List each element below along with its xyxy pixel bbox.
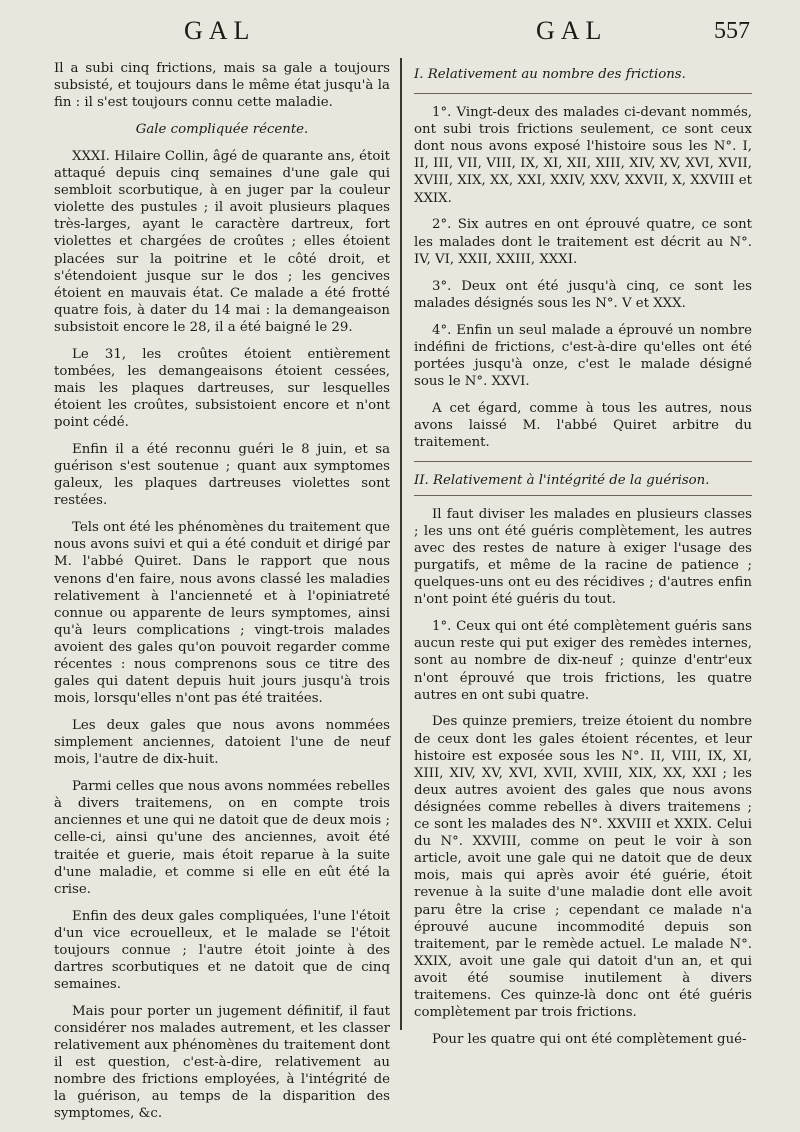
divider [414, 461, 752, 462]
divider [414, 93, 752, 94]
paragraph: 3°. Deux ont été jusqu'à cinq, ce sont les malades désignés sous les N°. V et XXX. [414, 278, 752, 311]
paragraph: A cet égard, comme à tous les autres, nous avons laissé M. l'abbé Quiret arbitre du traitement. [414, 400, 752, 450]
page-number: 557 [714, 18, 750, 44]
paragraph: Enfin il a été reconnu guéri le 8 juin, et sa guérison s'est soutenue ; quant aux symptomes galeux, les plaques dartreuses violettes sont restées. [54, 442, 390, 509]
paragraph: Il a subi cinq frictions, mais sa gale a toujours subsisté, et toujours dans le même état jusqu'à la fin : il s'est toujours connu cette maladie. [54, 61, 390, 111]
paragraph: XXXI. Hilaire Collin, âgé de quarante ans, étoit attaqué depuis cinq semaines d'une gale qui sembloit scorbutique, à en juger par la couleur violette des pustules ; il avoit plusieurs plaques très-larges, ayant le caractère dartreux, fort violettes et chargées de croûtes ; elles étoient placées sur la poitrine et le côté droit, et s'étendoient jusque sur le dos ; les gencives étoient en mauvais état. Ce malade a été frotté quatre fois, à dater du 14 mai : la demangeaison subsistoit encore le 28, il a été baigné le 29. [54, 148, 390, 335]
paragraph: Parmi celles que nous avons nommées rebelles à divers traitemens, on en compte trois anciennes et une qui ne datoit que de deux mois ; celle-ci, ainsi qu'une des anciennes, avoit été traitée et guerie, mais étoit reparue à la suite d'une maladie, et comme si elle en eût été la crise. [54, 779, 390, 897]
paragraph: Tels ont été les phénomènes du traitement que nous avons suivi et qui a été conduit et dirigé par M. l'abbé Quiret. Dans le rapport que nous venons d'en faire, nous avons classé les maladies relativement à l'ancienneté et à l'opiniatreté connue ou apparente de leurs symptomes, ainsi qu'à leurs complications ; vingt-trois malades avoient des gales qu'on pouvoit regarder comme récentes : nous comprenons sous ce titre des gales qui datent depuis huit jours jusqu'à trois mois, lorsqu'elles n'ont pas été traitées. [54, 520, 390, 707]
paragraph: 1°. Ceux qui ont été complètement guéris sans aucun reste qui put exiger des remèdes internes, sont au nombre de dix-neuf ; quinze d'entr'eux n'ont éprouvé que trois frictions, les quatre autres en ont subi quatre. [414, 619, 752, 703]
paragraph: Les deux gales que nous avons nommées simplement anciennes, datoient l'une de neuf mois, l'autre de dix-huit. [54, 718, 390, 768]
paragraph: 2°. Six autres en ont éprouvé quatre, ce sont les malades dont le traitement est décrit au N°. IV, VI, XXII, XXIII, XXXI. [414, 217, 752, 267]
running-head-right: GAL [536, 16, 608, 45]
running-head-left: GAL [184, 16, 256, 45]
section-heading: I. Relativement au nombre des frictions. [414, 67, 686, 82]
paragraph: Pour les quatre qui ont été complètement gué- [432, 1031, 747, 1047]
column-rule [400, 58, 402, 1030]
section-title: Gale compliquée récente. [135, 122, 309, 138]
paragraph: Enfin des deux gales compliquées, l'une l'étoit d'un vice ecrouelleux, et le malade se l'étoit toujours connue ; l'autre étoit jointe à des dartres scorbutiques et ne datoit que de cinq semaines. [54, 908, 390, 992]
paragraph: 4°. Enfin un seul malade a éprouvé un nombre indéfini de frictions, c'est-à-dire qu'elles ont été portées jusqu'à onze, c'est le malade désigné sous le N°. XXVI. [414, 322, 752, 389]
right-column [414, 60, 752, 1058]
section-heading: II. Relativement à l'intégrité de la guérison. [414, 472, 752, 496]
paragraph: Des quinze premiers, treize étoient du nombre de ceux dont les gales étoient récentes, et leur histoire est exposée sous les N°. II, VIII, IX, XI, XIII, XIV, XV, XVI, XVII, XVIII, XIX, XX, XXI ; les deux autres avoient des gales que nous avons désignées comme rebelles à divers traitemens ; ce sont les malades des N°. XXVIII et XXIX. Celui du N°. XXVIII, comme on peut le voir à son article, avoit une gale qui ne datoit que de deux mois, mais qui après avoir été guérie, étoit revenue à la suite d'une maladie dont elle avoit paru être la crise ; cependant ce malade n'a éprouvé aucune incommodité depuis son traitement, par le remède actuel. Le malade N°. XXIX, avoit une gale qui datoit d'un an, et qui avoit été soumise inutilement à divers traitemens. Ces quinze-là donc ont été guéris complètement par trois frictions. [414, 714, 752, 1021]
paragraph: Mais pour porter un jugement définitif, il faut considérer nos malades autrement, et les classer relativement aux phénomènes du traitement dont il est question, c'est-à-dire, relativement au nombre des frictions employées, à l'intégrité de la guérison, au temps de la disparition des symptomes, &c. [54, 1003, 390, 1122]
left-column [54, 60, 390, 1132]
paragraph: Il faut diviser les malades en plusieurs classes ; les uns ont été guéris complètement, les autres avec des restes de nature à exiger l'usage des purgatifs, et même de la racine de patience ; quelques-uns ont eu des récidives ; d'autres enfin n'ont point été guéris du tout. [414, 506, 752, 608]
paragraph: Le 31, les croûtes étoient entièrement tombées, les demangeaisons étoient cessées, mais les plaques dartreuses, sur lesquelles étoient les croûtes, subsistoient encore et n'ont point cédé. [54, 346, 390, 431]
paragraph: 1°. Vingt-deux des malades ci-devant nommés, ont subi trois frictions seulement, ce sont ceux dont nous avons exposé l'histoire sous les N°. I, II, III, VII, VIII, IX, XI, XII, XIII, XIV, XV, XVI, XVII, XVIII, XIX, XX, XXI, XXIV, XXV, XXVII, X, XXVIII et XXIX. [414, 105, 752, 206]
